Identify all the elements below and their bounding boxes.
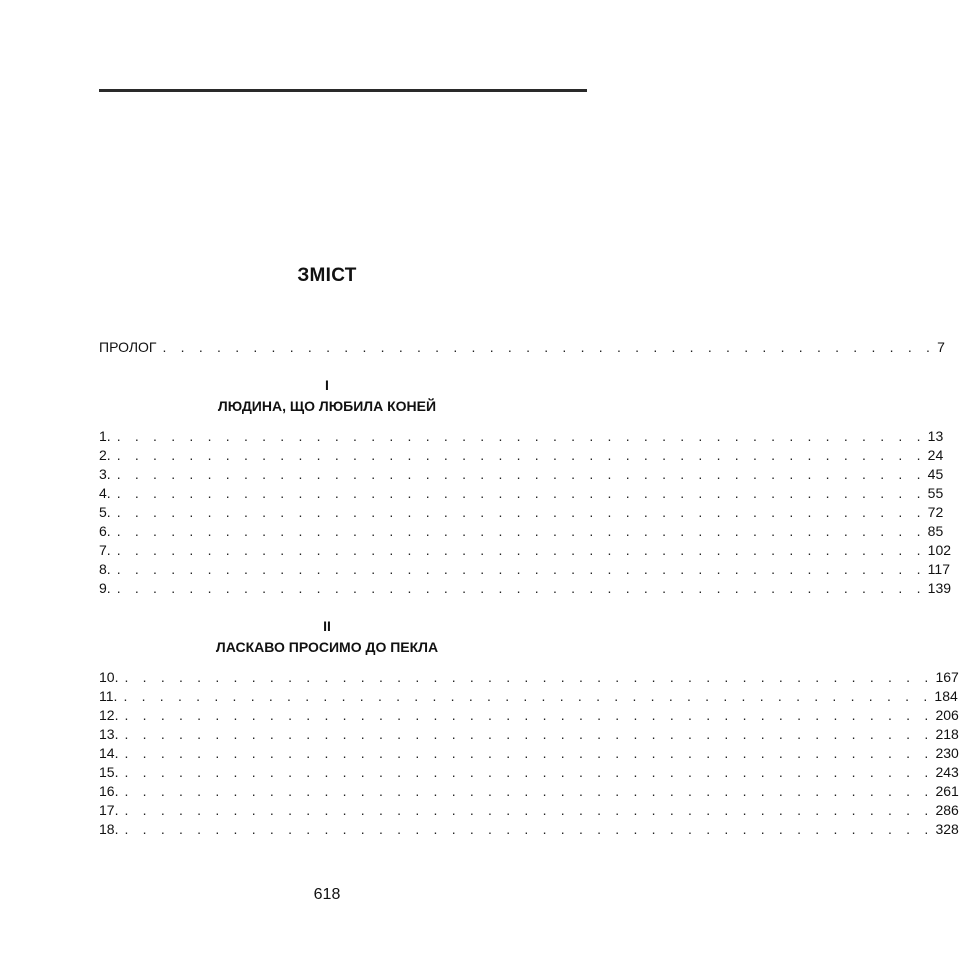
toc-entry-page: 85 xyxy=(927,523,944,539)
toc-entry-page: 261 xyxy=(935,783,959,799)
toc-entry[interactable] xyxy=(99,783,959,801)
toc-entry-label: 13. xyxy=(99,726,119,742)
toc-entry-page: 230 xyxy=(935,745,959,761)
toc-entry-page: 117 xyxy=(927,561,950,577)
toc-entry-page: 139 xyxy=(927,580,952,596)
toc-entry[interactable] xyxy=(99,707,959,725)
toc-entry-label: 12. xyxy=(99,707,119,723)
toc-entry[interactable] xyxy=(99,447,944,465)
leader-dots: . . . . . . . . . . . . . . . . . . . . . . . . . . . . . . . . . . . . . . . . . . . . . xyxy=(116,580,926,596)
toc-entry-label: 6. xyxy=(99,523,111,539)
toc-entry-page: 72 xyxy=(927,504,944,520)
toc-entry-page: 184 xyxy=(934,688,958,704)
toc-entry-label: 11. xyxy=(99,688,118,704)
toc-entry[interactable] xyxy=(99,428,944,446)
toc-entry-label: 8. xyxy=(99,561,111,577)
toc-entry-page: 13 xyxy=(927,428,944,444)
toc-entry-label: 4. xyxy=(99,485,111,501)
toc-entry-page: 102 xyxy=(927,542,952,558)
leader-dots: . . . . . . . . . . . . . . . . . . . . . . . . . . . . . . . . . . . . . . . . . . . . . xyxy=(124,745,934,761)
part-numeral: II xyxy=(323,618,331,634)
toc-entry-page: 243 xyxy=(935,764,959,780)
toc-entry[interactable] xyxy=(99,669,959,687)
leader-dots: . . . . . . . . . . . . . . . . . . . . . . . . . . . . . . . . . . . . . . . . . . . . . xyxy=(116,561,926,577)
toc-entry[interactable] xyxy=(99,726,959,744)
toc-entry-label: ПРОЛОГ xyxy=(99,339,157,355)
leader-dots: . . . . . . . . . . . . . . . . . . . . . . . . . . . . . . . . . . . . . . . . . . . . . xyxy=(123,688,933,704)
leader-dots: . . . . . . . . . . . . . . . . . . . . . . . . . . . . . . . . . . . . . . . . . . . . . xyxy=(116,523,926,539)
toc-entry-label: 17. xyxy=(99,802,119,818)
toc-entry[interactable] xyxy=(99,688,958,706)
leader-dots: . . . . . . . . . . . . . . . . . . . . . . . . . . . . . . . . . . . . . . . . . . . . . xyxy=(124,764,934,780)
toc-entry[interactable] xyxy=(99,504,944,522)
leader-dots: . . . . . . . . . . . . . . . . . . . . . . . . . . . . . . . . . . . . . . . . . . . . . xyxy=(124,821,934,837)
toc-entry[interactable] xyxy=(99,485,944,503)
toc-entry[interactable] xyxy=(99,561,950,579)
toc-entry-page: 286 xyxy=(935,802,959,818)
part-title: ЛАСКАВО ПРОСИМО ДО ПЕКЛА xyxy=(215,639,439,655)
leader-dots: . . . . . . . . . . . . . . . . . . . . . . . . . . . . . . . . . . . . . . . . . . . . . xyxy=(124,726,934,742)
toc-entry-label: 10. xyxy=(99,669,119,685)
toc-entry-page: 24 xyxy=(927,447,944,463)
toc-entry[interactable] xyxy=(99,802,959,820)
leader-dots: . . . . . . . . . . . . . . . . . . . . . . . . . . . . . . . . . . . . . . . . . . . . . xyxy=(124,669,934,685)
toc-entry[interactable] xyxy=(99,745,959,763)
leader-dots: . . . . . . . . . . . . . . . . . . . . . . . . . . . . . . . . . . . . . . . . . . . . . xyxy=(116,428,926,444)
toc-entry-page: 7 xyxy=(937,339,945,355)
leader-dots: . . . . . . . . . . . . . . . . . . . . . . . . . . . . . . . . . . . . . . . . . . . xyxy=(162,339,936,355)
toc-entry-label: 3. xyxy=(99,466,111,482)
leader-dots: . . . . . . . . . . . . . . . . . . . . . . . . . . . . . . . . . . . . . . . . . . . . . xyxy=(116,542,926,558)
toc-entry-label: 9. xyxy=(99,580,111,596)
toc-entry-page: 45 xyxy=(927,466,944,482)
page-number: 618 xyxy=(313,886,341,903)
toc-entry-page: 328 xyxy=(935,821,959,837)
leader-dots: . . . . . . . . . . . . . . . . . . . . . . . . . . . . . . . . . . . . . . . . . . . . . xyxy=(124,802,934,818)
toc-entry-page: 206 xyxy=(935,707,959,723)
toc-entry[interactable] xyxy=(99,466,944,484)
toc-entry[interactable] xyxy=(99,542,952,560)
toc-entry-page: 55 xyxy=(927,485,944,501)
toc-entry-label: 16. xyxy=(99,783,119,799)
toc-entry-label: 15. xyxy=(99,764,119,780)
toc-entry-label: 18. xyxy=(99,821,119,837)
leader-dots: . . . . . . . . . . . . . . . . . . . . . . . . . . . . . . . . . . . . . . . . . . . . . xyxy=(124,783,934,799)
toc-title: ЗМІСТ xyxy=(297,265,357,286)
leader-dots: . . . . . . . . . . . . . . . . . . . . . . . . . . . . . . . . . . . . . . . . . . . . . xyxy=(116,485,926,501)
toc-entry-label: 1. xyxy=(99,428,111,444)
part-numeral: I xyxy=(325,377,329,393)
toc-entry-page: 167 xyxy=(935,669,959,685)
toc-entry[interactable] xyxy=(99,821,959,839)
toc-entry-label: 5. xyxy=(99,504,111,520)
leader-dots: . . . . . . . . . . . . . . . . . . . . . . . . . . . . . . . . . . . . . . . . . . . . . xyxy=(124,707,934,723)
toc-entry-label: 14. xyxy=(99,745,119,761)
leader-dots: . . . . . . . . . . . . . . . . . . . . . . . . . . . . . . . . . . . . . . . . . . . . . xyxy=(116,447,926,463)
toc-entry-label: 7. xyxy=(99,542,111,558)
toc-entry-label: 2. xyxy=(99,447,111,463)
leader-dots: . . . . . . . . . . . . . . . . . . . . . . . . . . . . . . . . . . . . . . . . . . . . . xyxy=(116,504,926,520)
toc-entry[interactable] xyxy=(99,523,944,541)
top-rule xyxy=(99,89,587,92)
toc-entry-prologue[interactable] xyxy=(99,339,945,357)
leader-dots: . . . . . . . . . . . . . . . . . . . . . . . . . . . . . . . . . . . . . . . . . . . . . xyxy=(116,466,926,482)
toc-entry[interactable] xyxy=(99,580,952,598)
part-title: ЛЮДИНА, ЩО ЛЮБИЛА КОНЕЙ xyxy=(217,398,437,414)
toc-entry[interactable] xyxy=(99,764,959,782)
toc-entry-page: 218 xyxy=(935,726,959,742)
